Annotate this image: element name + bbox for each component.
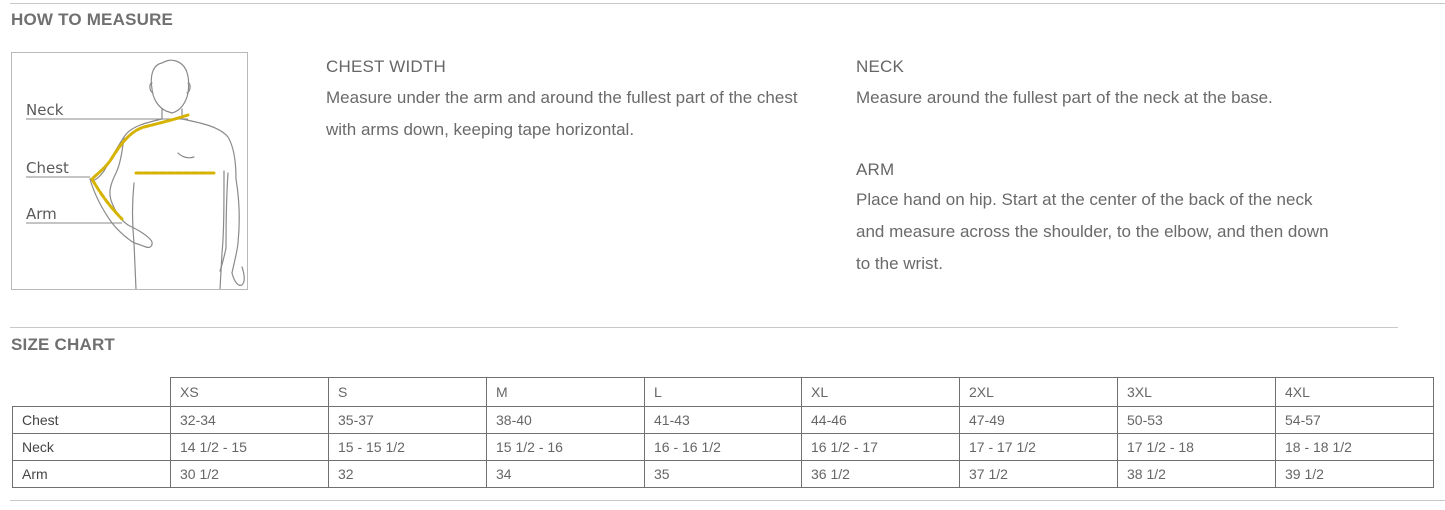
table-cell: 35-37: [329, 407, 487, 434]
table-cell: 16 1/2 - 17: [802, 434, 960, 461]
row-label-chest: Chest: [13, 407, 171, 434]
table-cell: 32-34: [171, 407, 329, 434]
neck-line-1: Measure around the fullest part of the neck at the base.: [856, 88, 1273, 107]
table-cell: 54-57: [1276, 407, 1434, 434]
size-col-xl: XL: [802, 378, 960, 407]
size-col-l: L: [645, 378, 802, 407]
arm-line-1: Place hand on hip. Start at the center of the back of the neck: [856, 190, 1313, 209]
table-cell: 15 - 15 1/2: [329, 434, 487, 461]
row-label-arm: Arm: [13, 461, 171, 488]
table-cell: 50-53: [1118, 407, 1276, 434]
table-cell: 41-43: [645, 407, 802, 434]
neck-description: [856, 82, 1273, 114]
figure-label-neck: Neck: [26, 101, 64, 119]
size-col-4xl: 4XL: [1276, 378, 1434, 407]
header-blank-cell: [13, 378, 171, 407]
chest-width-heading: CHEST WIDTH: [326, 57, 446, 76]
arm-heading: ARM: [856, 160, 895, 179]
size-col-xs: XS: [171, 378, 329, 407]
size-col-m: M: [487, 378, 645, 407]
table-cell: 47-49: [960, 407, 1118, 434]
figure-label-arm: Arm: [26, 205, 57, 223]
how-to-measure-title: HOW TO MEASURE: [11, 10, 174, 29]
table-cell: 38-40: [487, 407, 645, 434]
size-col-s: S: [329, 378, 487, 407]
size-chart-table: [12, 377, 1434, 488]
top-divider: [10, 3, 1445, 4]
table-row-chest: [13, 407, 1434, 434]
arm-line-3: to the wrist.: [856, 254, 943, 273]
size-col-3xl: 3XL: [1118, 378, 1276, 407]
table-row-neck: [13, 434, 1434, 461]
table-row-arm: [13, 461, 1434, 488]
bottom-divider: [10, 500, 1445, 501]
table-cell: 32: [329, 461, 487, 488]
table-cell: 34: [487, 461, 645, 488]
table-cell: 35: [645, 461, 802, 488]
table-cell: 17 - 17 1/2: [960, 434, 1118, 461]
size-chart-title: SIZE CHART: [11, 335, 115, 354]
table-cell: 16 - 16 1/2: [645, 434, 802, 461]
arm-description: [856, 184, 1329, 280]
size-header-row: [13, 378, 1434, 407]
table-cell: 15 1/2 - 16: [487, 434, 645, 461]
table-cell: 38 1/2: [1118, 461, 1276, 488]
size-col-2xl: 2XL: [960, 378, 1118, 407]
body-outline-illustration: [12, 53, 247, 289]
chest-width-description: [326, 82, 798, 146]
row-label-neck: Neck: [13, 434, 171, 461]
figure-label-chest: Chest: [26, 159, 69, 177]
table-cell: 17 1/2 - 18: [1118, 434, 1276, 461]
table-cell: 36 1/2: [802, 461, 960, 488]
measurement-figure: [11, 52, 248, 290]
chest-width-line-2: with arms down, keeping tape horizontal.: [326, 120, 635, 139]
table-cell: 14 1/2 - 15: [171, 434, 329, 461]
section-divider: [10, 327, 1398, 328]
arm-line-2: and measure across the shoulder, to the elbow, and then down: [856, 222, 1329, 241]
table-cell: 30 1/2: [171, 461, 329, 488]
neck-heading: NECK: [856, 57, 905, 76]
table-cell: 44-46: [802, 407, 960, 434]
table-cell: 37 1/2: [960, 461, 1118, 488]
table-cell: 39 1/2: [1276, 461, 1434, 488]
table-cell: 18 - 18 1/2: [1276, 434, 1434, 461]
chest-width-line-1: Measure under the arm and around the fullest part of the chest: [326, 88, 798, 107]
